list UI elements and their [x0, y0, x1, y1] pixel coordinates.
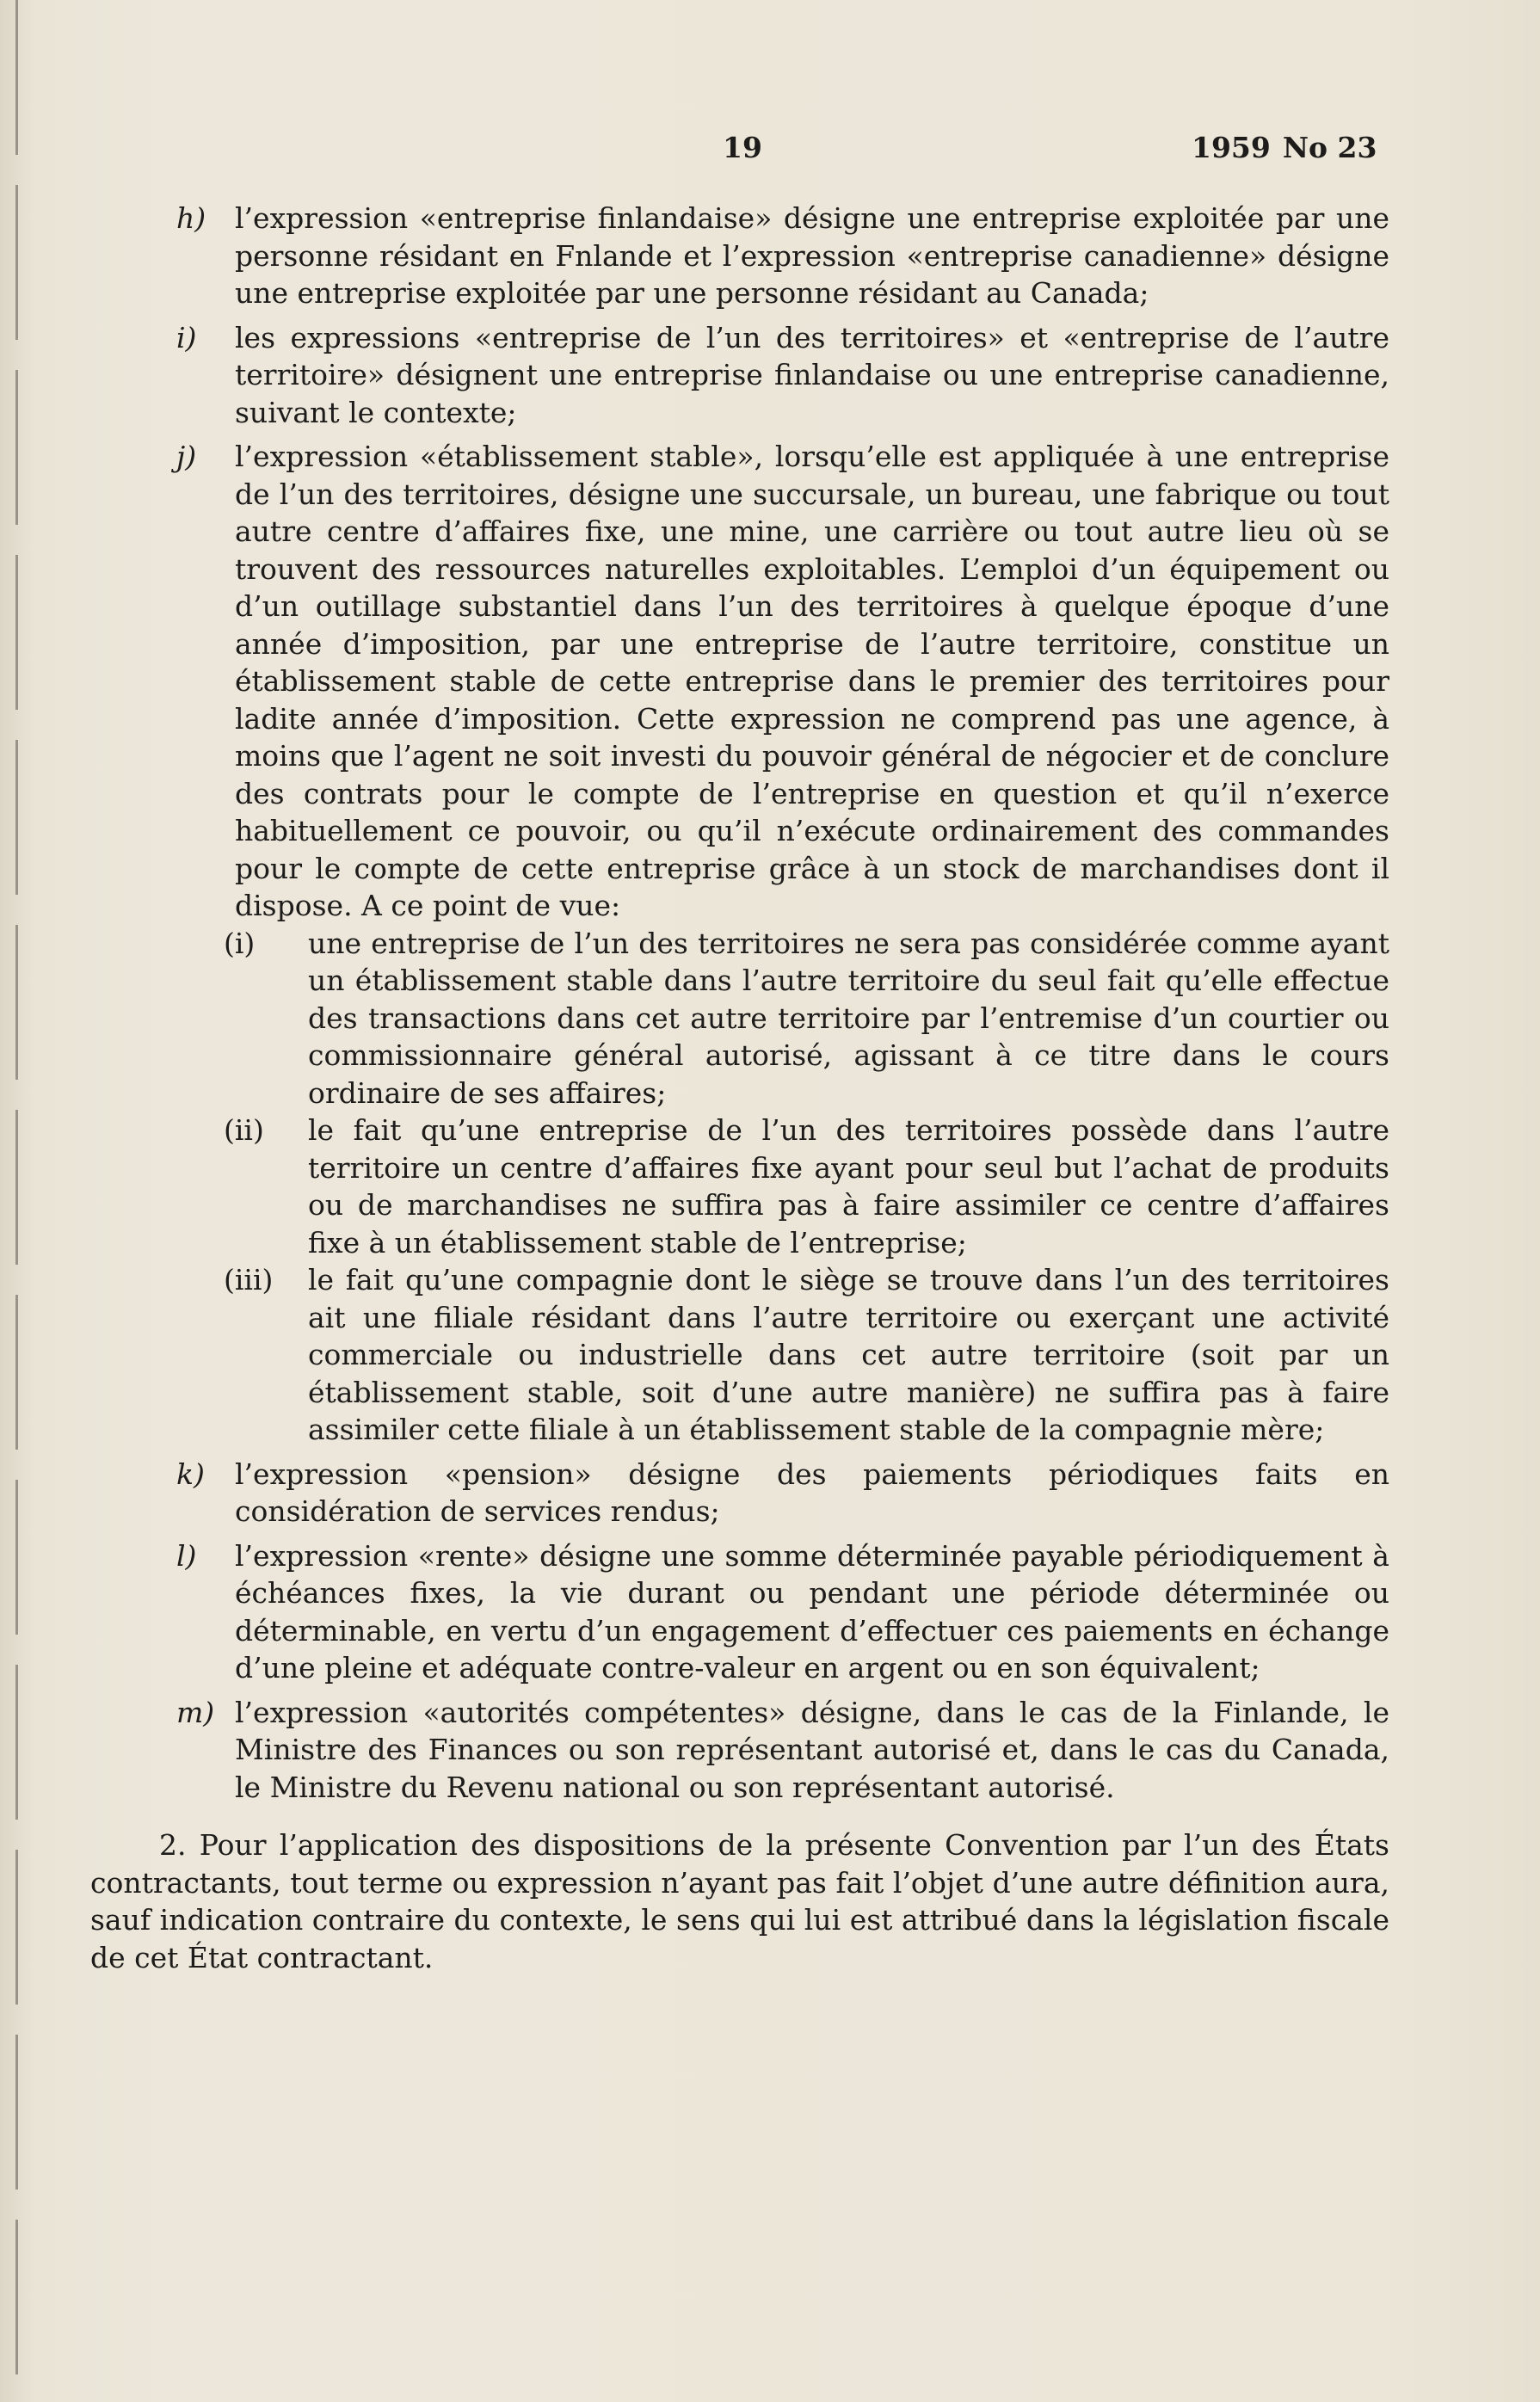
document-number: No 23	[1282, 131, 1377, 164]
definition-k	[90, 1456, 1389, 1531]
item-label: h)	[176, 201, 206, 235]
subitem-ii	[90, 1112, 1389, 1261]
subitem-text: le fait qu’une entreprise de l’un des territoires possède dans l’autre territoire un centre d’affaires fixe ayant pour seul but l’achat de produits ou de marchandises ne suffira pas à faire assimiler ce centre d’affaires fixe à un établissement stable de l’entreprise;	[308, 1113, 1389, 1260]
definition-l	[90, 1537, 1389, 1687]
item-label: l)	[176, 1538, 197, 1573]
item-label: j)	[176, 440, 197, 473]
document-body	[90, 200, 1389, 1976]
page-header	[0, 131, 1540, 169]
item-text: l’expression «rente» désigne une somme déterminée payable périodiquement à échéances fixes, la vie durant ou pendant une période déterminée ou déterminable, en vertu d’un engagement d’effectuer ces paiements en échange d’une pleine et adéquate contre-valeur en argent ou en son équivalent;	[235, 1538, 1389, 1684]
subitem-iii	[90, 1261, 1389, 1449]
definition-h	[90, 200, 1389, 312]
definition-m	[90, 1694, 1389, 1807]
item-text: les expressions «entreprise de l’un des territoires» et «entreprise de l’autre territoire» désignent une entreprise finlandaise ou une entreprise canadienne, suivant le contexte;	[235, 320, 1389, 429]
definition-i	[90, 319, 1389, 432]
subitem-text: le fait qu’une compagnie dont le siège se trouve dans l’un des territoires ait une filiale résidant dans l’autre territoire ou exerçant une activité commerciale ou industrielle dans cet autre territoire (soit par un établissement stable, soit d’une autre manière) ne suffira pas à faire assimiler cette filiale à un établissement stable de la compagnie mère;	[308, 1263, 1389, 1446]
document-reference	[1192, 131, 1389, 164]
paragraph-2: 2. Pour l’application des dispositions de la présente Convention par l’un des États contractants, tout terme ou expression n’ayant pas fait l’objet d’une autre définition aura, sauf indication contraire du contexte, le sens qui lui est attribué dans la législation fiscale de cet État contractant.	[90, 1828, 1389, 1974]
document-year: 1959	[1192, 131, 1271, 164]
subitem-label: (i)	[224, 926, 256, 960]
item-label: k)	[176, 1457, 205, 1491]
subitem-label: (iii)	[224, 1263, 274, 1296]
item-label: i)	[176, 320, 197, 354]
item-text: l’expression «autorités compétentes» désigne, dans le cas de la Finlande, le Ministre des Finances ou son représentant autorisé et, dans le cas du Canada, le Ministre du Revenu national ou son représentant autorisé.	[235, 1695, 1389, 1804]
definition-j	[90, 438, 1389, 925]
item-text: l’expression «pension» désigne des paiements périodiques faits en considération de services rendus;	[235, 1457, 1389, 1528]
binding-edge	[15, 0, 18, 2402]
subitem-i	[90, 925, 1389, 1112]
item-label: m)	[176, 1695, 215, 1729]
subitem-label: (ii)	[224, 1113, 264, 1147]
page-number: 19	[723, 131, 762, 164]
item-text: l’expression «entreprise finlandaise» désigne une entreprise exploitée par une personne résidant en Fnlande et l’expression «entreprise canadienne» désigne une entreprise exploitée par une personne résidant au Canada;	[235, 201, 1389, 310]
item-text: l’expression «établissement stable», lorsqu’elle est appliquée à une entreprise de l’un des territoires, désigne une succursale, un bureau, une fabrique ou tout autre centre d’affaires fixe, une mine, une carrière ou tout autre lieu où se trouvent des ressources naturelles exploitables. L’emploi d’un équipement ou d’un outillage substantiel dans l’un des territoires à quelque époque d’une année d’imposition, par une entreprise de l’autre territoire, constitue un établissement stable de cette entreprise dans le premier des territoires pour ladite année d’imposition. Cette expression ne comprend pas une agence, à moins que l’agent ne soit investi du pouvoir général de négocier et de conclure des contrats pour le compte de l’entreprise en question et qu’il n’exerce habituellement ce pouvoir, ou qu’il n’exécute ordinairement des commandes pour le compte de cette entreprise grâce à un stock de marchandises dont il dispose. A ce point de vue:	[235, 440, 1389, 922]
subitem-text: une entreprise de l’un des territoires ne sera pas considérée comme ayant un établissement stable dans l’autre territoire du seul fait qu’elle effectue des transactions dans cet autre territoire par l’entremise d’un courtier ou commissionnaire général autorisé, agissant à ce titre dans le cours ordinaire de ses affaires;	[308, 926, 1389, 1110]
